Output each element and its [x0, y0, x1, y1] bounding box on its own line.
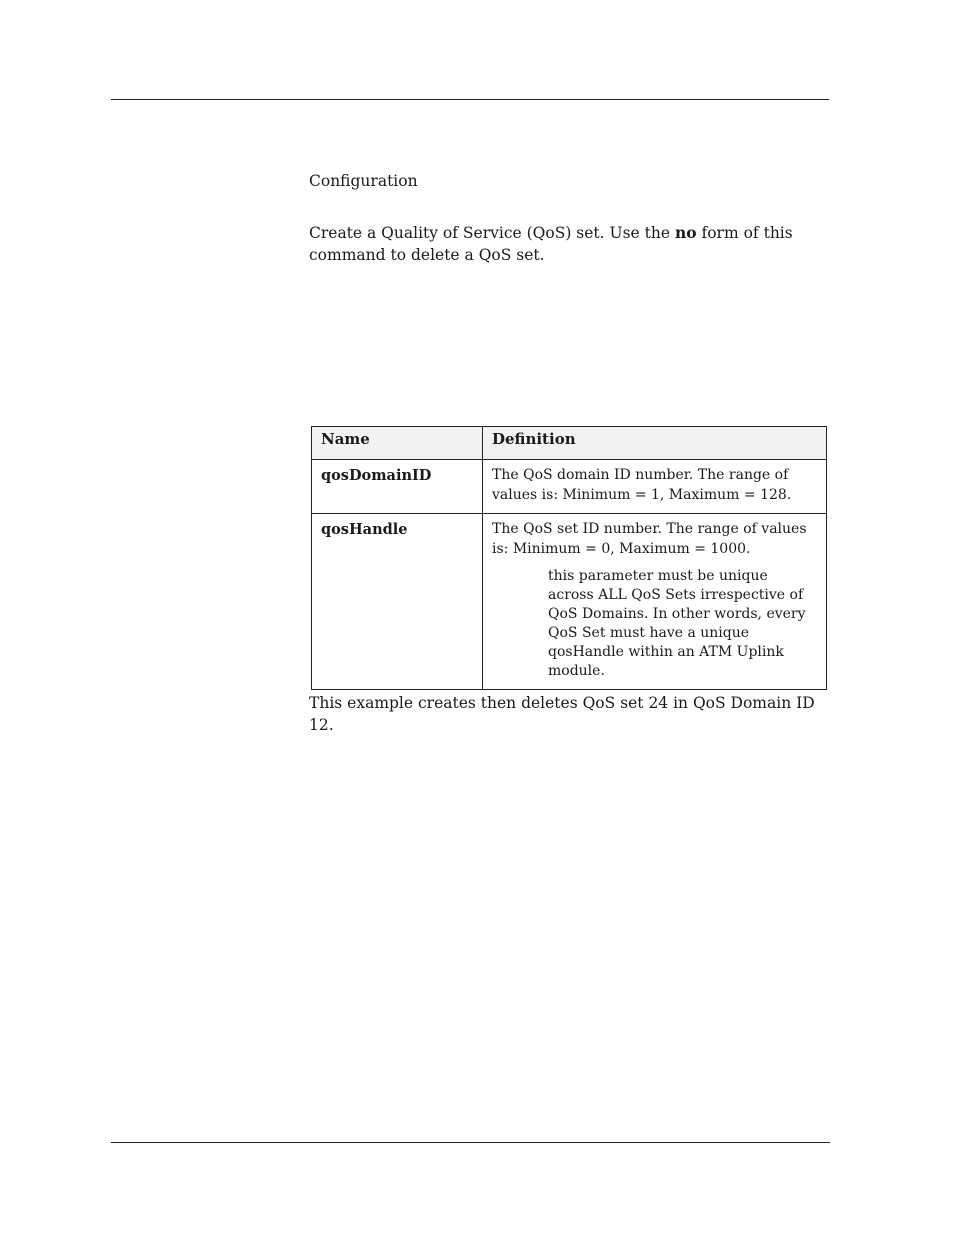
example-text: This example creates then deletes QoS set 24 in QoS Domain ID 12.	[309, 694, 815, 734]
description-text-after: form of this command to delete a QoS set.	[309, 224, 793, 264]
table-row	[312, 460, 827, 514]
header-rule	[111, 99, 829, 100]
parameters-table	[311, 426, 827, 690]
definition-column-header: Definition	[483, 427, 827, 460]
param-definition-qos-domain-id: The QoS domain ID number. The range of values is: Minimum = 1, Maximum = 128.	[483, 460, 827, 514]
table-row	[312, 514, 827, 690]
description-text-before: Create a Quality of Service (QoS) set. Use the	[309, 224, 675, 242]
param-definition-qos-handle: The QoS set ID number. The range of values is: Minimum = 0, Maximum = 1000.	[492, 521, 807, 557]
name-column-header: Name	[312, 427, 483, 460]
command-mode: Configuration	[309, 172, 418, 190]
no-keyword: no	[674, 223, 697, 242]
param-definition-qos-handle-cell	[483, 514, 827, 690]
param-name-qos-domain-id: qosDomainID	[312, 460, 483, 514]
param-name-qos-handle: qosHandle	[312, 514, 483, 690]
qos-handle-note: this parameter must be unique across ALL QoS Sets irrespective of QoS Domains. In other words, every QoS Set must have a unique qosHandle within an ATM Uplink module.	[548, 568, 806, 679]
command-description	[309, 222, 799, 266]
footer-rule	[111, 1142, 830, 1143]
table-header-row	[312, 427, 827, 460]
